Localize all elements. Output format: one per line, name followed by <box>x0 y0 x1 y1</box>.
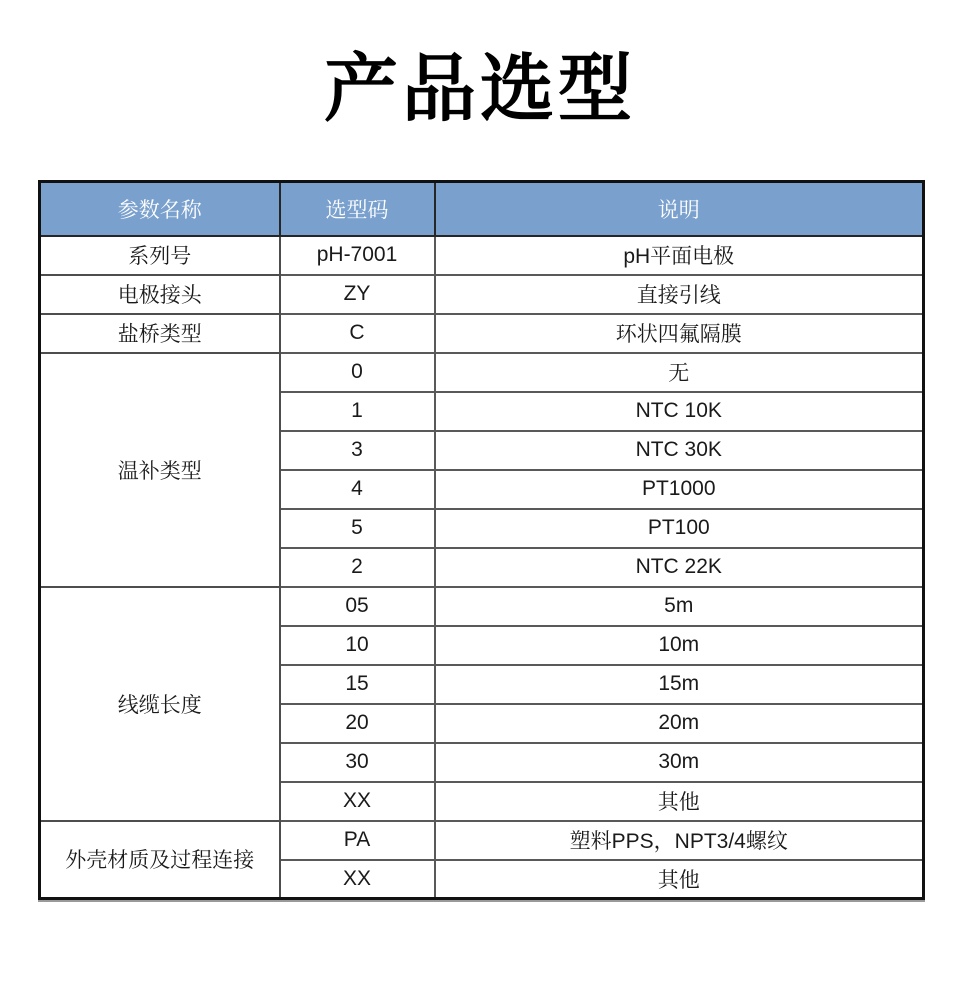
param-cell: 线缆长度 <box>40 587 280 821</box>
code-cell: pH-7001 <box>280 236 435 275</box>
table-row <box>40 587 924 626</box>
code-cell: 10 <box>280 626 435 665</box>
desc-cell: 环状四氟隔膜 <box>435 314 924 353</box>
desc-cell: PT100 <box>435 509 924 548</box>
desc-cell: 10m <box>435 626 924 665</box>
desc-cell: 5m <box>435 587 924 626</box>
code-cell: PA <box>280 821 435 860</box>
code-cell: 30 <box>280 743 435 782</box>
desc-cell: 其他 <box>435 782 924 821</box>
header-description: 说明 <box>435 182 924 236</box>
code-cell: C <box>280 314 435 353</box>
code-cell: 3 <box>280 431 435 470</box>
code-cell: XX <box>280 860 435 899</box>
desc-cell: NTC 30K <box>435 431 924 470</box>
table-row <box>40 821 924 860</box>
table-header-row <box>40 182 924 236</box>
code-cell: XX <box>280 782 435 821</box>
param-cell: 温补类型 <box>40 353 280 587</box>
desc-cell: pH平面电极 <box>435 236 924 275</box>
desc-cell: 塑料PPS，NPT3/4螺纹 <box>435 821 924 860</box>
desc-cell: 无 <box>435 353 924 392</box>
table-row <box>40 275 924 314</box>
desc-cell: 其他 <box>435 860 924 899</box>
desc-cell: NTC 22K <box>435 548 924 587</box>
desc-cell: 直接引线 <box>435 275 924 314</box>
code-cell: 0 <box>280 353 435 392</box>
table-row <box>40 353 924 392</box>
code-cell: 15 <box>280 665 435 704</box>
code-cell: ZY <box>280 275 435 314</box>
code-cell: 5 <box>280 509 435 548</box>
code-cell: 2 <box>280 548 435 587</box>
desc-cell: PT1000 <box>435 470 924 509</box>
product-selection-table <box>38 180 925 900</box>
desc-cell: 30m <box>435 743 924 782</box>
table-row <box>40 314 924 353</box>
code-cell: 4 <box>280 470 435 509</box>
table-row <box>40 236 924 275</box>
param-cell: 电极接头 <box>40 275 280 314</box>
header-param-name: 参数名称 <box>40 182 280 236</box>
header-selection-code: 选型码 <box>280 182 435 236</box>
desc-cell: NTC 10K <box>435 392 924 431</box>
param-cell: 盐桥类型 <box>40 314 280 353</box>
desc-cell: 15m <box>435 665 924 704</box>
code-cell: 05 <box>280 587 435 626</box>
param-cell: 外壳材质及过程连接 <box>40 821 280 899</box>
code-cell: 20 <box>280 704 435 743</box>
page-title: 产品选型 <box>324 47 636 130</box>
param-cell: 系列号 <box>40 236 280 275</box>
desc-cell: 20m <box>435 704 924 743</box>
code-cell: 1 <box>280 392 435 431</box>
